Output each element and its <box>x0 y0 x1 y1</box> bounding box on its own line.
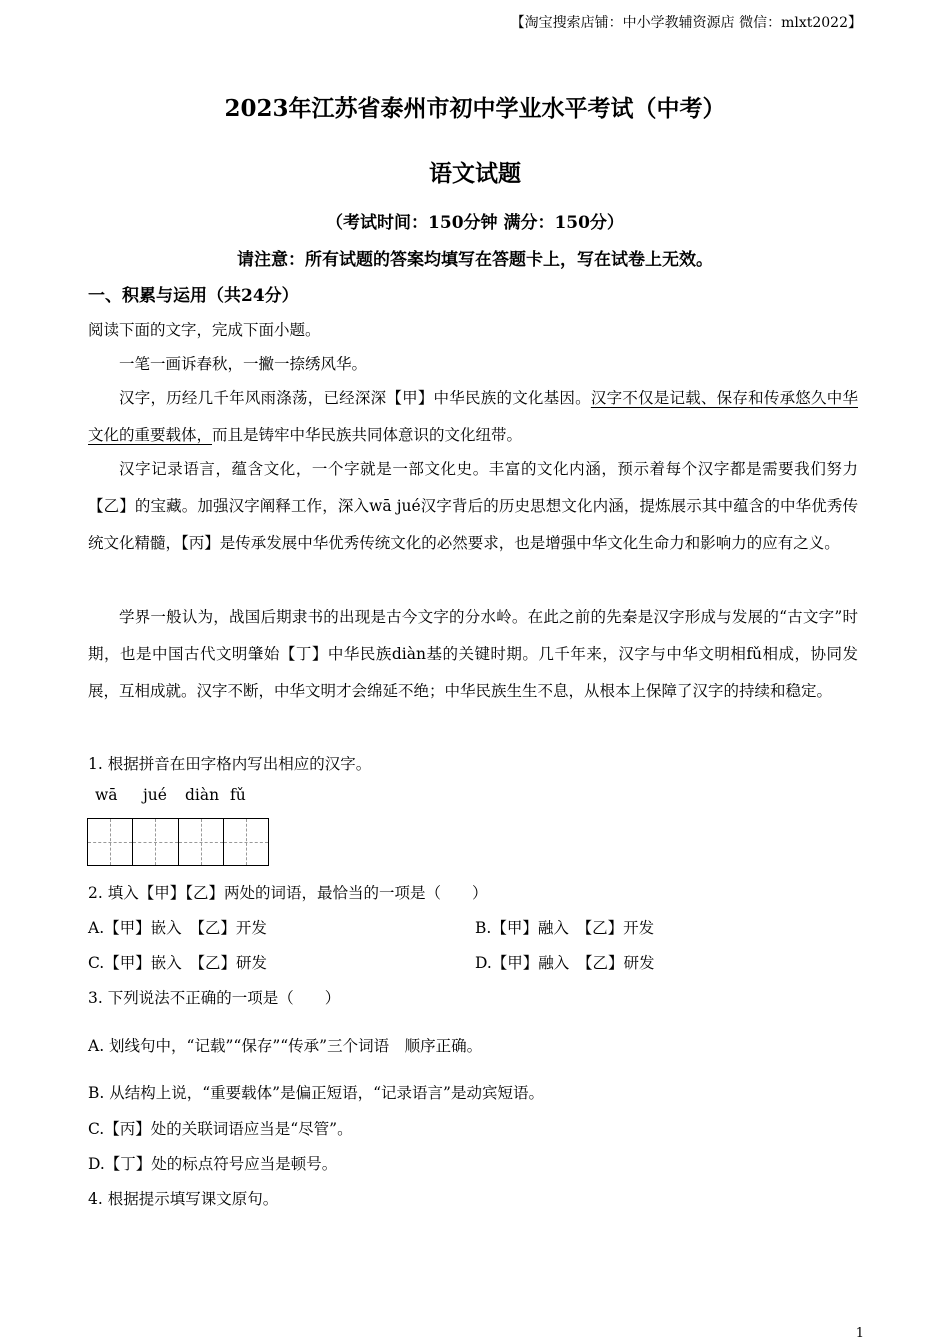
question-1: 1. 根据拼音在田字格内写出相应的汉字。 <box>88 755 372 773</box>
option-3d: D.【丁】处的标点符号应当是顿号。 <box>88 1155 338 1173</box>
passage-paragraph-2 <box>88 380 858 454</box>
option-2a: A.【甲】嵌入 【乙】开发 <box>88 919 267 937</box>
option-2d: D.【甲】融入 【乙】研发 <box>475 954 655 972</box>
exam-title: 2023年江苏省泰州市初中学业水平考试（中考） <box>224 95 726 122</box>
underlined-sentence: 汉字不仅是记载、保存和传承悠久中华文化的重要载体， <box>88 389 858 444</box>
passage-text: 而且是铸牢中华民族共同体意识的文化纽带。 <box>212 426 523 444</box>
option-2b: B.【甲】融入 【乙】开发 <box>475 919 655 937</box>
passage-paragraph-1: 一笔一画诉春秋，一撇一捺绣风华。 <box>119 355 368 373</box>
tianzige-cell[interactable] <box>133 819 178 865</box>
exam-notice: 请注意：所有试题的答案均填写在答题卡上，写在试卷上无效。 <box>237 250 713 270</box>
pinyin-label: fǔ <box>230 786 246 804</box>
question-3: 3. 下列说法不正确的一项是（ ） <box>88 989 341 1007</box>
exam-time-info: （考试时间：150分钟 满分：150分） <box>326 213 624 233</box>
question-2: 2. 填入【甲】【乙】两处的词语，最恰当的一项是（ ） <box>88 884 488 902</box>
header-note: 【淘宝搜索店铺：中小学教辅资源店 微信：mlxt2022】 <box>510 15 862 31</box>
pinyin-label: jué <box>143 786 167 804</box>
tianzige-cell[interactable] <box>179 819 224 865</box>
option-2c: C.【甲】嵌入 【乙】研发 <box>88 954 267 972</box>
option-3c: C.【丙】处的关联词语应当是“尽管”。 <box>88 1120 353 1138</box>
passage-text: 汉字，历经几千年风雨涤荡，已经深深【甲】中华民族的文化基因。 <box>119 389 591 407</box>
option-3b: B. 从结构上说，“重要载体”是偏正短语，“记录语言”是动宾短语。 <box>88 1084 544 1102</box>
exam-subject: 语文试题 <box>429 160 521 187</box>
tianzige-grid[interactable] <box>87 818 269 866</box>
section-intro: 阅读下面的文字，完成下面小题。 <box>88 321 321 339</box>
section-heading: 一、积累与运用（共24分） <box>88 286 299 306</box>
passage-paragraph-3: 汉字记录语言，蕴含文化，一个字就是一部文化史。丰富的文化内涵，预示着每个汉字都是需要我们努力【乙】的宝藏。加强汉字阐释工作，深入wā jué汉字背后的历史思想文化内涵，提炼展示其中蕴含的中华优秀传统文化精髓，【丙】是传承发展中华优秀传统文化的必然要求，也是增强中华文化生命力和影响力的应有之义。 <box>88 460 858 552</box>
pinyin-label: wā <box>95 786 118 804</box>
option-3a: A. 划线句中，“记载”“保存”“传承”三个词语 顺序正确。 <box>88 1037 483 1055</box>
pinyin-label: diàn <box>185 786 220 804</box>
passage-paragraph-4: 学界一般认为，战国后期隶书的出现是古今文字的分水岭。在此之前的先秦是汉字形成与发展的“古文字”时期，也是中国古代文明肇始【丁】中华民族diàn基的关键时期。几千年来，汉字与中华文明相fǔ相成，协同发展，互相成就。汉字不断，中华文明才会绵延不绝；中华民族生生不息，从根本上保障了汉字的持续和稳定。 <box>88 608 858 700</box>
page-number: 1 <box>855 1326 864 1341</box>
question-4: 4. 根据提示填写课文原句。 <box>88 1190 279 1208</box>
tianzige-cell[interactable] <box>88 819 133 865</box>
tianzige-cell[interactable] <box>224 819 268 865</box>
